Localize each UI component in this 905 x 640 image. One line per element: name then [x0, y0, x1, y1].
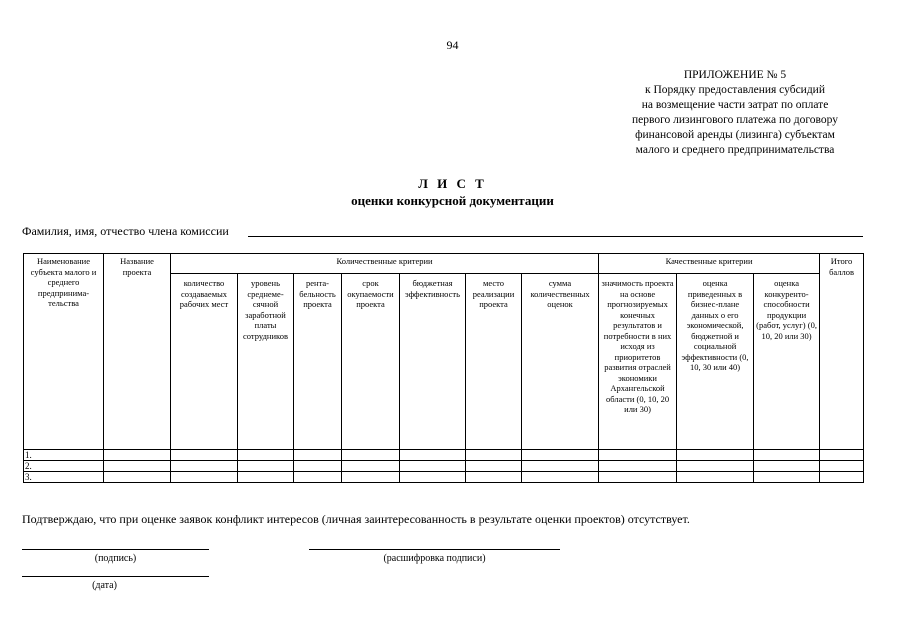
evaluation-table [23, 253, 864, 483]
header-qualitative-criteria: Качественные критерии [599, 254, 820, 274]
date-line [22, 576, 209, 577]
header-business-plan-assessment: оценка приведенных в бизнес-плане данных о его экономической, бюджетной и социальной эффективности (0, 10, 30 или 40) [677, 274, 754, 450]
header-project-name: Название проекта [104, 254, 171, 450]
member-name-line [248, 236, 863, 237]
header-jobs-created: количество создаваемых рабочих мест [171, 274, 238, 450]
header-budget-efficiency: бюджетная эффективность [400, 274, 466, 450]
header-project-significance: значимость проекта на основе прогнозируемых конечных результатов и потребности в них исходя из приоритетов развития отраслей экономики Архангельской области (0, 10, 20 или 30) [599, 274, 677, 450]
conflict-confirmation: Подтверждаю, что при оценке заявок конфликт интересов (личная заинтересованность в результате оценки проектов) отсутствует. [22, 512, 690, 526]
table-row [24, 450, 864, 461]
date-caption: (дата) [92, 580, 117, 591]
header-average-salary: уровень среднеме-сячной заработной платы сотрудников [238, 274, 294, 450]
signature-decoding-line [309, 549, 560, 550]
header-total-score: Итого баллов [820, 254, 864, 450]
appendix-line: к Порядку предоставления субсидий [645, 84, 825, 96]
appendix-line: малого и среднего предпринимательства [635, 144, 835, 156]
row-number: 2. [24, 461, 104, 472]
header-competitiveness: оценка конкуренто-способности продукции (работ, услуг) (0, 10, 20 или 30) [754, 274, 820, 450]
header-quantitative-criteria: Количественные критерии [171, 254, 599, 274]
header-payback-period: срок окупаемости проекта [342, 274, 400, 450]
signature-caption: (подпись) [94, 553, 137, 564]
signature-line [22, 549, 209, 550]
table-row [24, 461, 864, 472]
document-title: Л И С Т [418, 176, 487, 191]
appendix-title: ПРИЛОЖЕНИЕ № 5 [683, 69, 787, 81]
table-row [24, 472, 864, 483]
appendix-line: финансовой аренды (лизинга) субъектам [635, 129, 835, 141]
document-subtitle: оценки конкурсной документации [351, 193, 554, 208]
header-quantitative-sum: сумма количественных оценок [522, 274, 599, 450]
header-profitability: рента-бельность проекта [294, 274, 342, 450]
header-project-location: место реализации проекта [466, 274, 522, 450]
row-number: 1. [24, 450, 104, 461]
appendix-line: первого лизингового платежа по договору [631, 114, 838, 126]
header-subject-name: Наименование субъекта малого и среднего предпринима-тельства [24, 254, 104, 450]
signature-decoding-caption: (расшифровка подписи) [383, 553, 486, 564]
appendix-block [585, 68, 885, 158]
page-number: 94 [446, 38, 459, 52]
member-name-label: Фамилия, имя, отчество члена комиссии [22, 224, 229, 238]
row-number: 3. [24, 472, 104, 483]
appendix-line: на возмещение части затрат по оплате [641, 99, 829, 111]
